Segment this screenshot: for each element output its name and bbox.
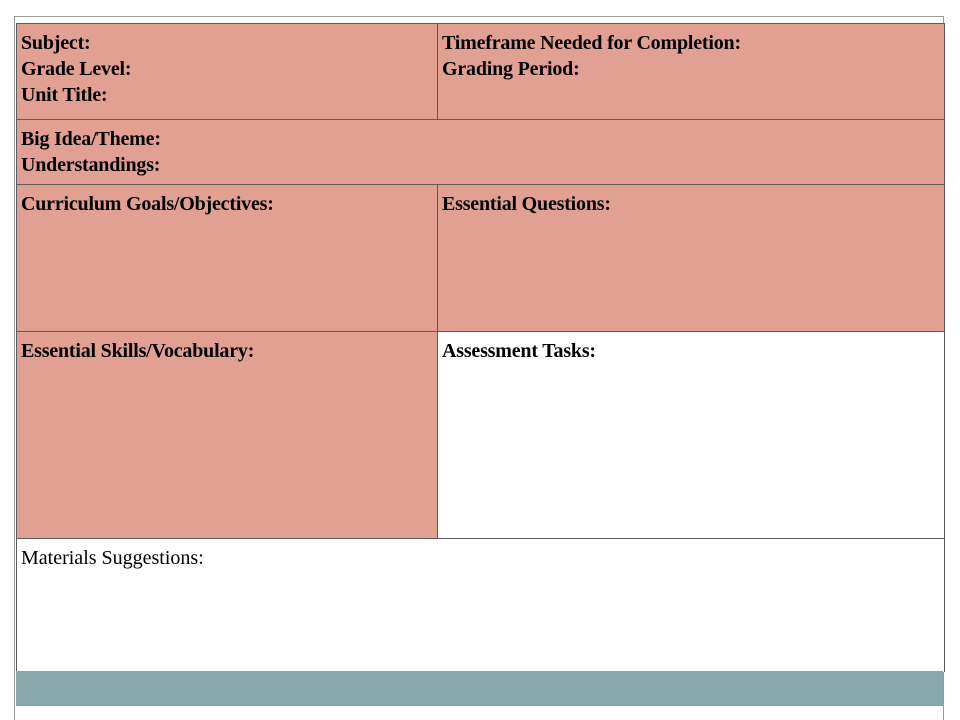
big-idea-cell[interactable] bbox=[17, 120, 945, 185]
table-row bbox=[17, 539, 945, 672]
curriculum-goals-cell[interactable] bbox=[17, 185, 438, 332]
understandings-label: Understandings: bbox=[21, 154, 161, 176]
essential-skills-label: Essential Skills/Vocabulary: bbox=[21, 340, 255, 362]
curriculum-goals-label: Curriculum Goals/Objectives: bbox=[21, 193, 274, 215]
essential-skills-cell[interactable] bbox=[17, 332, 438, 539]
essential-questions-cell[interactable] bbox=[438, 185, 945, 332]
table-row bbox=[17, 120, 945, 185]
essential-questions-label: Essential Questions: bbox=[442, 193, 611, 215]
big-idea-label: Big Idea/Theme: bbox=[21, 128, 161, 150]
footer-divider bbox=[16, 705, 943, 706]
table-row bbox=[17, 332, 945, 539]
grading-period-label: Grading Period: bbox=[442, 58, 580, 80]
materials-suggestions-label: Materials Suggestions: bbox=[21, 547, 204, 569]
subject-label: Subject: bbox=[21, 32, 91, 54]
materials-cell[interactable] bbox=[17, 539, 945, 672]
timeframe-grading-cell[interactable] bbox=[438, 24, 945, 120]
grade-level-label: Grade Level: bbox=[21, 58, 132, 80]
assessment-tasks-cell[interactable] bbox=[438, 332, 945, 539]
subject-grade-unit-cell[interactable] bbox=[17, 24, 438, 120]
table-row bbox=[17, 24, 945, 120]
table-row bbox=[17, 185, 945, 332]
unit-title-label: Unit Title: bbox=[21, 84, 108, 106]
unit-planner-table bbox=[16, 23, 945, 672]
footer-band bbox=[16, 671, 943, 705]
assessment-tasks-label: Assessment Tasks: bbox=[442, 340, 596, 362]
timeframe-label: Timeframe Needed for Completion: bbox=[442, 32, 741, 54]
